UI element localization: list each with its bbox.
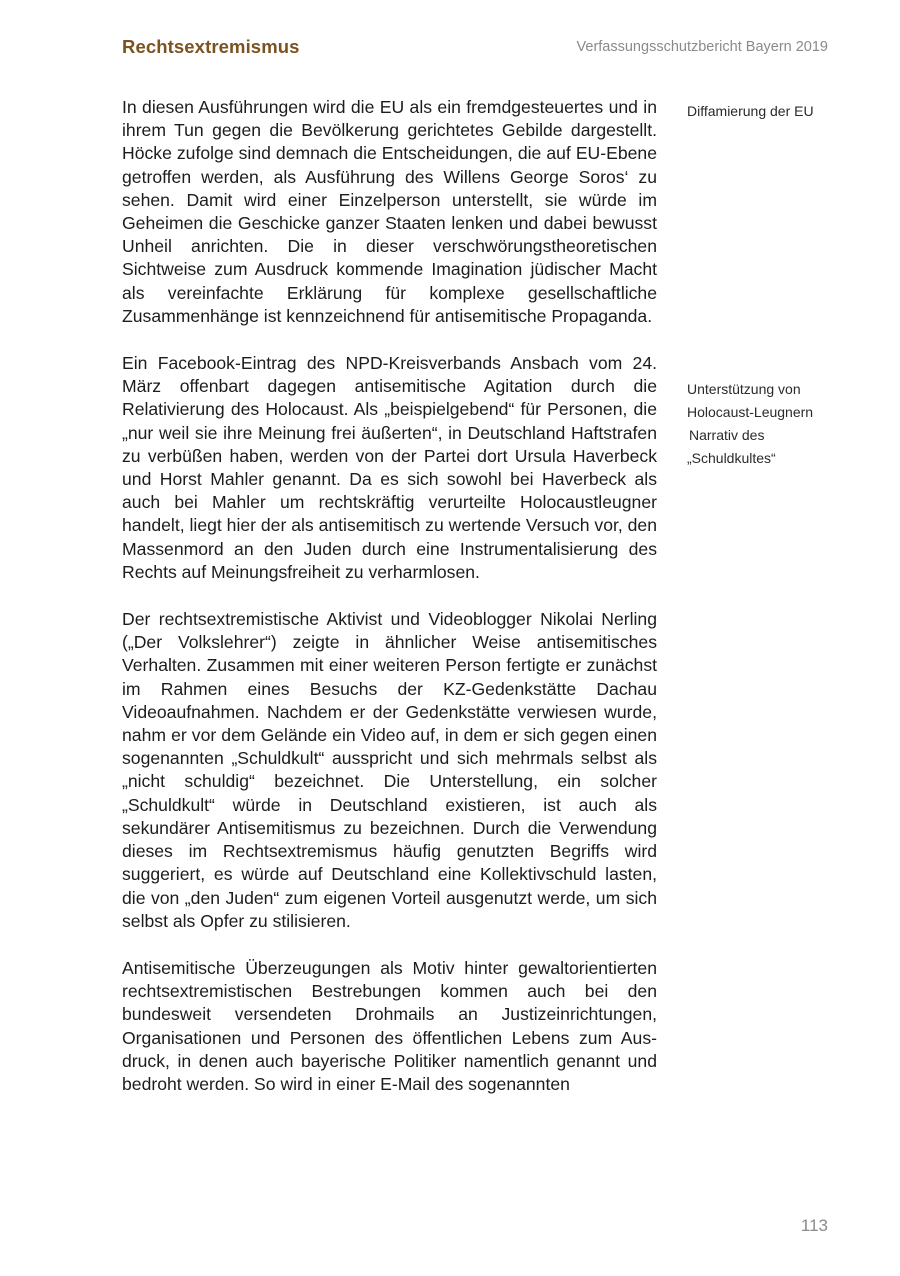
margin-note-holocaust — [687, 378, 877, 470]
margin-note-line: Narrativ des — [689, 427, 765, 443]
page-number: 113 — [800, 1216, 828, 1235]
page-header — [122, 34, 828, 62]
margin-note-eu-text: Diffamierung der EU — [687, 103, 814, 119]
paragraph-threat-emails: Antisemitische Überzeugungen als Motiv hinter gewaltorientierten rechtsextremistischen Bestrebungen kommen auch bei den bundesweit versendeten Drohmails an Justizeinrichtungen, Organisationen und Personen des öffentlichen Lebens zum Ausdruck, in denen auch bayerische Politiker namentlich genannt und bedroht werden. So wird in einer E-Mail des sogenannten — [122, 957, 657, 1094]
margin-note-eu — [687, 100, 877, 123]
margin-note-line: Unterstützung von — [687, 381, 801, 397]
paragraph-volkslehrer: Der rechtsextremistische Aktivist und Videoblogger Nikolai Nerling („Der Volkslehrer“) zeigte in ähnlicher Weise antisemitisches Verhalten. Zusammen mit einer weiteren Person fertigte er zunächst im Rahmen eines Besuchs der KZ-Gedenkstätte Dachau Videoaufnahmen. Nachdem er der Gedenkstätte verwiesen wurde, nahm er vor dem Gelände ein Video auf, in dem er sich gegen einen sogenannten „Schuldkult“ ausspricht und sich mehrmals selbst als „nicht schuldig“ bezeichnet. Die Unterstellung, ein solcher „Schuldkult“ würde in Deutschland existieren, ist auch als sekundärer Antisemitismus zu bezeichnen. Durch die Verwendung dieses im Rechtsextremismus häufig genutzten Begriffs wird suggeriert, es würde auf Deutschland eine Kollektivschuld lasten, die von „den Juden“ zum eigenen Vorteil ausgenutzt werde, um sich selbst als Opfer zu stilisieren. — [122, 609, 657, 931]
body-text-column — [122, 96, 657, 1120]
margin-note-line: Holocaust-Leugnern — [687, 404, 814, 420]
paragraph-npd-facebook-post: Ein Facebook-Eintrag des NPD-Kreisverbands Ansbach vom 24. März offenbart dagegen antisemitische Agitation durch die Relativierung des Holocaust. Als „beispielgebend“ für Personen, die „nur weil sie ihre Meinung frei äußerten“, in Deutschland Haftstrafen zu verbüßen haben, werden von der Partei dort Ursula Haverbeck und Horst Mahler genannt. Da es sich sowohl bei Haverbeck als auch bei Mahler um rechtskräftig verurteilte Holocaustleugner handelt, liegt hier der als antisemitisch zu wertende Versuch vor, den Massenmord an den Juden durch eine Instrumentalisierung des Rechts auf Meinungsfreiheit zu verharmlosen. — [122, 353, 657, 582]
report-title: Verfassungsschutzbericht Bayern 2019 — [576, 39, 828, 55]
section-title: Rechtsextremismus — [122, 36, 300, 57]
paragraph-eu-defamation: In diesen Ausführungen wird die EU als ein fremdgesteuertes und in ihrem Tun gegen die Bevölkerung gerichtetes Gebilde dargestellt. Höcke zufolge sind demnach die Entscheidungen, die auf EU-Ebene getroffen werden, als Ausführung des Willens George Soros‘ zu sehen. Damit wird einer Einzelperson unterstellt, sie würde im Geheimen die Geschicke ganzer Staaten lenken und dabei bewusst Unheil anrichten. Die in dieser verschwörungstheoretischen Sichtweise zum Ausdruck kommende Imagination jüdischer Macht als vereinfachte Erklärung für komplexe gesellschaftliche Zusammenhänge ist kennzeichnend für antisemitische Propaganda. — [122, 97, 657, 326]
margin-note-line: „Schuldkultes“ — [687, 450, 776, 466]
